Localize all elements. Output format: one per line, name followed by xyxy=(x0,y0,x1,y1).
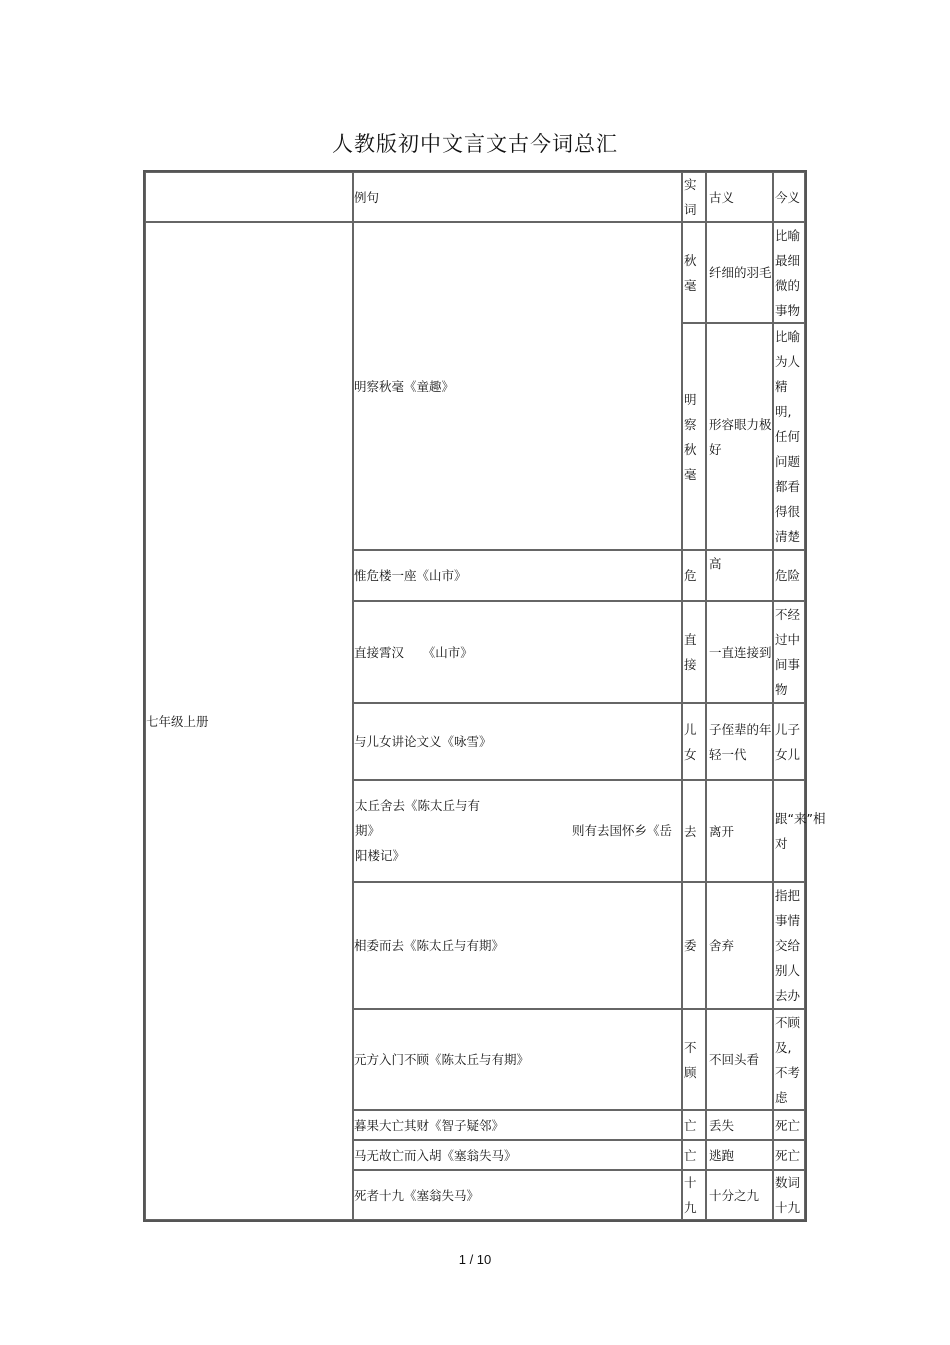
table-row-example: 死者十九《塞翁失马》 xyxy=(353,1170,682,1220)
table-row-word: 不顾 xyxy=(682,1009,706,1110)
table-row-word: 十九 xyxy=(682,1170,706,1220)
table-row-ancient: 不回头看 xyxy=(706,1009,773,1110)
table-row-example: 元方入门不顾《陈太丘与有期》 xyxy=(353,1009,682,1110)
table-row-word: 儿女 xyxy=(682,703,706,780)
table-row-word: 直接 xyxy=(682,601,706,703)
table-row-word: 去 xyxy=(682,780,706,882)
table-row-modern: 数词十九 xyxy=(773,1170,805,1220)
header-example: 例句 xyxy=(353,172,682,222)
table-row-example: 相委而去《陈太丘与有期》 xyxy=(353,882,682,1009)
table-row-word: 委 xyxy=(682,882,706,1009)
table-row-modern: 危险 xyxy=(773,550,805,601)
table-row-example: 马无故亡而入胡《塞翁失马》 xyxy=(353,1140,682,1170)
table-row-modern: 指把事情交给别人去办 xyxy=(773,882,805,1009)
table-row-ancient: 高 xyxy=(706,550,773,601)
table-row-ancient: 形容眼力极好 xyxy=(706,323,773,550)
page-number: 1 / 10 xyxy=(458,1252,492,1267)
table-row-modern: 死亡 xyxy=(773,1140,805,1170)
table-row-modern: 比喻为人精明,任何问题都看得很清楚 xyxy=(773,323,805,550)
table-row-ancient: 舍弃 xyxy=(706,882,773,1009)
header-modern: 今义 xyxy=(773,172,805,222)
table-row-ancient: 逃跑 xyxy=(706,1140,773,1170)
table-row-modern: 儿子女儿 xyxy=(773,703,805,780)
table-row-example: 与儿女讲论文义《咏雪》 xyxy=(353,703,682,780)
table-row-word: 危 xyxy=(682,550,706,601)
table-row-word: 明察秋毫 xyxy=(682,323,706,550)
header-ancient: 古义 xyxy=(706,172,773,222)
table-row-modern: 比喻最细微的事物 xyxy=(773,222,805,323)
table-row-word: 亡 xyxy=(682,1110,706,1140)
grade-cell: 七年级上册 xyxy=(145,222,353,1220)
page-title: 人教版初中文言文古今词总汇 xyxy=(332,132,618,156)
table-row-example: 明察秋毫《童趣》 xyxy=(353,222,682,550)
table-row-example: 暮果大亡其财《智子疑邻》 xyxy=(353,1110,682,1140)
table-row-modern: 死亡 xyxy=(773,1110,805,1140)
table-row-example: 直接霄汉 《山市》 xyxy=(353,601,682,703)
table-row-ancient: 子侄辈的年轻一代 xyxy=(706,703,773,780)
table-row-ancient: 一直连接到 xyxy=(706,601,773,703)
table-row-modern: 跟“来”相对 xyxy=(773,780,805,882)
table-row-ancient: 纤细的羽毛 xyxy=(706,222,773,323)
table-row-word: 亡 xyxy=(682,1140,706,1170)
table-row-ancient: 十分之九 xyxy=(706,1170,773,1220)
table-row-ancient: 离开 xyxy=(706,780,773,882)
table-row-ancient: 丢失 xyxy=(706,1110,773,1140)
table-row-example: 惟危楼一座《山市》 xyxy=(353,550,682,601)
table-row-example: 太丘舍去《陈太丘与有 期》 则有去国怀乡《岳 阳楼记》 xyxy=(353,780,682,882)
header-word: 实词 xyxy=(682,172,706,222)
table-row-modern: 不顾及,不考虑 xyxy=(773,1009,805,1110)
table-row-word: 秋毫 xyxy=(682,222,706,323)
header-grade xyxy=(145,172,353,222)
table-row-modern: 不经过中间事物 xyxy=(773,601,805,703)
